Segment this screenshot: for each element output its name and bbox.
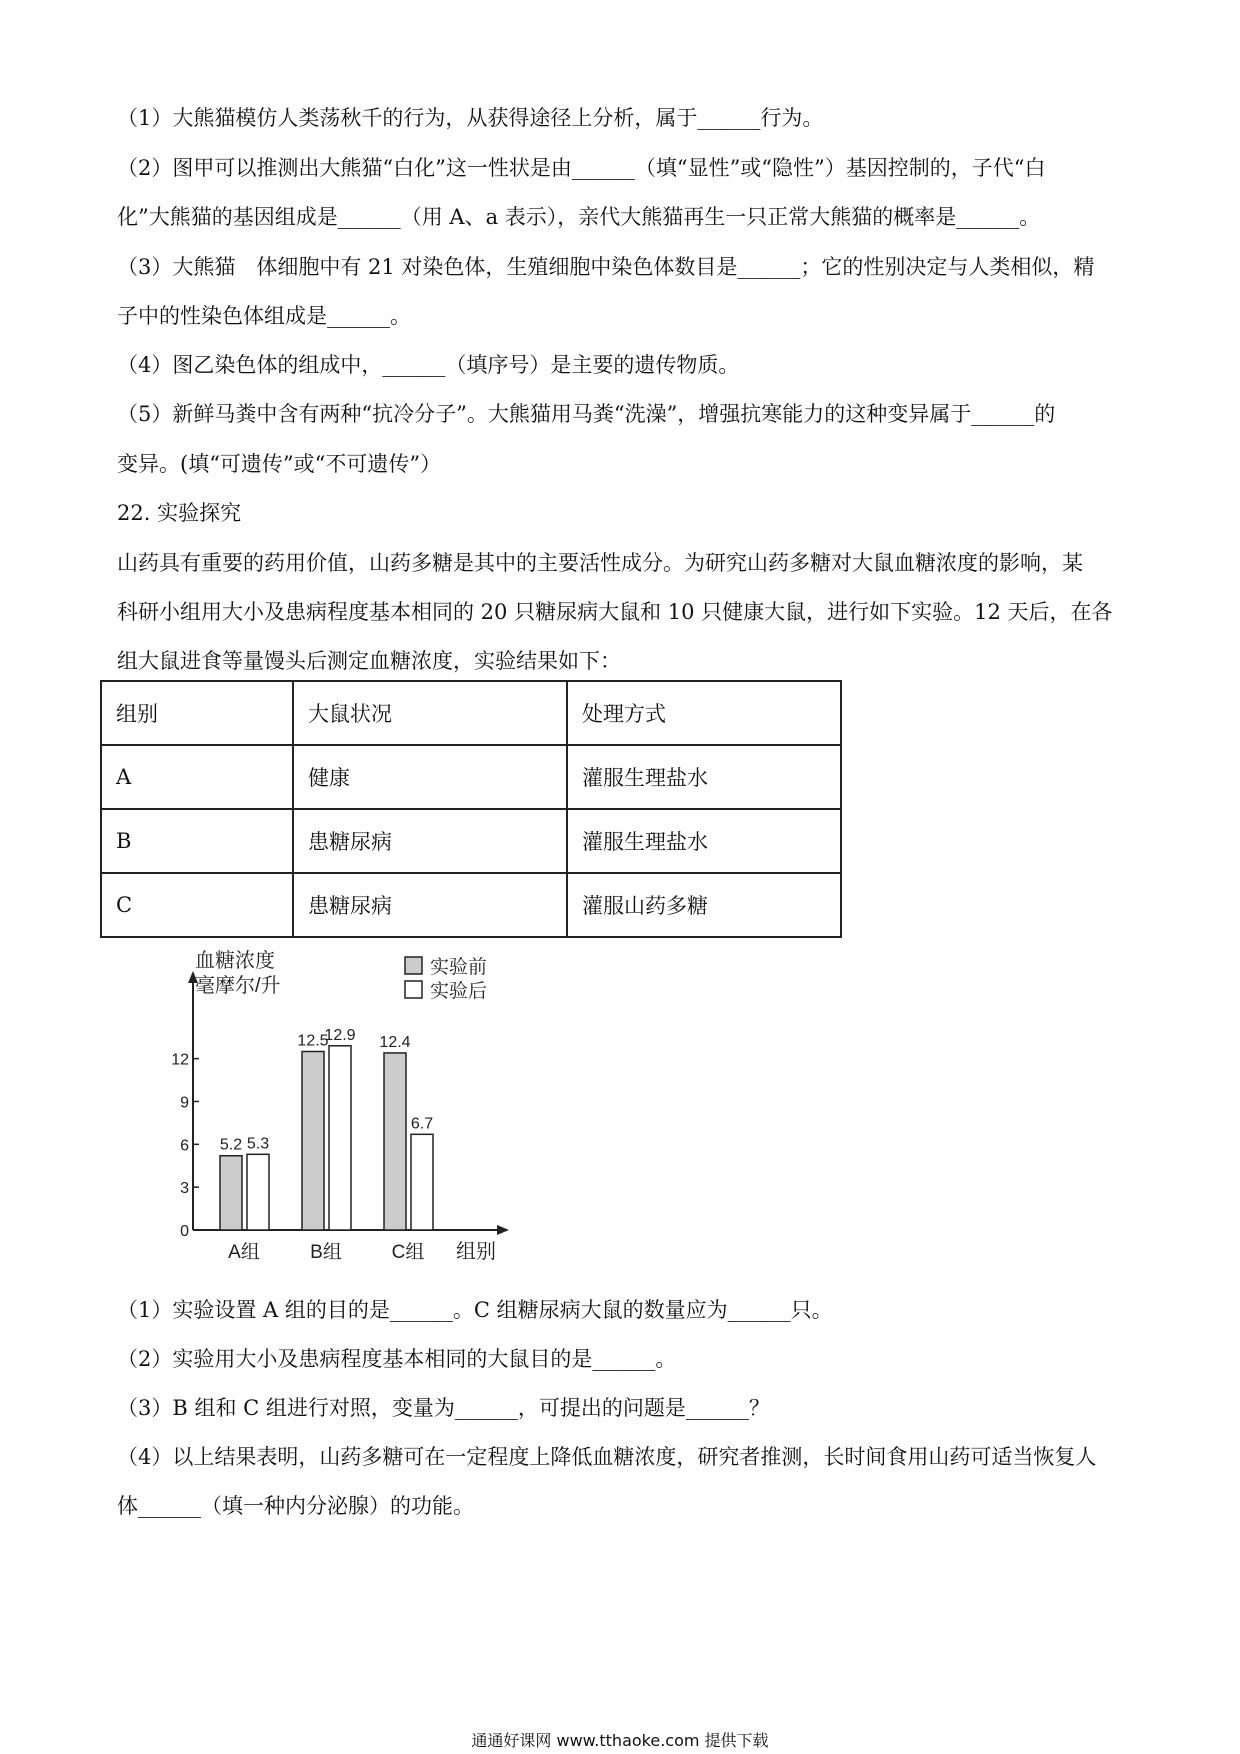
table-row [101,745,841,809]
legend-label: 实验前 [430,957,488,978]
table-cell: 灌服山药多糖 [567,873,841,937]
table-header-cell: 处理方式 [567,681,841,745]
table-cell: B [101,809,293,873]
bar-B组-实验后 [329,1046,351,1230]
bar-C组-实验前 [384,1053,406,1230]
q22-question-3: （3）B 组和 C 组进行对照，变量为______，可提出的问题是______？ [117,1396,770,1420]
table-cell: A [101,745,293,809]
q22-question-1: （1）实验设置 A 组的目的是______。C 组糖尿病大鼠的数量应为______只。 [117,1298,833,1322]
y-tick-label: 6 [180,1137,189,1155]
table-row [101,873,841,937]
bar-C组-实验后 [411,1134,433,1230]
bar-value-label: 12.5 [297,1032,329,1050]
q21-part-2-cont: 化”大熊猫的基因组成是______（用 A、a 表示），亲代大熊猫再生一只正常大熊猫的概率是______。 [117,205,1041,229]
q21-part-2: （2）图甲可以推测出大熊猫“白化”这一性状是由______（填“显性”或“隐性”）基因控制的，子代“白 [117,156,1046,180]
table-header-cell: 组别 [101,681,293,745]
x-axis-arrow [497,1225,509,1235]
q22-question-2: （2）实验用大小及患病程度基本相同的大鼠目的是______。 [117,1347,677,1371]
legend-swatch [405,981,422,998]
q21-part-5: （5）新鲜马粪中含有两种“抗冷分子”。大熊猫用马粪“洗澡”，增强抗寒能力的这种变异属于______的 [117,402,1056,426]
y-axis-label: 血糖浓度 [195,950,275,972]
bar-value-label: 12.9 [324,1026,356,1044]
table-cell: 健康 [293,745,567,809]
table-cell: 患糖尿病 [293,873,567,937]
y-tick-label: 9 [180,1094,189,1112]
q21-part-4: （4）图乙染色体的组成中，______（填序号）是主要的遗传物质。 [117,353,740,377]
q22-intro-2: 科研小组用大小及患病程度基本相同的 20 只糖尿病大鼠和 10 只健康大鼠，进行如下实验。12 天后，在各 [117,600,1113,624]
table-cell: 灌服生理盐水 [567,809,841,873]
q22-intro-3: 组大鼠进食等量馒头后测定血糖浓度，实验结果如下： [117,649,621,673]
bar-value-label: 5.2 [219,1136,243,1154]
q21-part-1: （1）大熊猫模仿人类荡秋千的行为，从获得途径上分析，属于______行为。 [117,106,824,130]
table-header-row [101,681,841,745]
y-tick-label: 12 [171,1051,189,1069]
q21-part-5-cont: 变异。(填“可遗传”或“不可遗传”） [117,452,442,476]
q22-heading: 22. 实验探究 [117,501,242,525]
q21-part-3-cont: 子中的性染色体组成是______。 [117,304,411,328]
chart-legend [405,956,487,1002]
bar-B组-实验前 [302,1052,324,1231]
bar-A组-实验后 [247,1154,269,1230]
footer-watermark: 通通好课网 www.tthaoke.com 提供下载 [471,1731,769,1750]
y-axis-unit: 毫摩尔/升 [195,975,281,997]
legend-swatch [405,957,422,974]
bar-value-label: 5.3 [246,1135,270,1153]
bar-A组-实验前 [220,1156,242,1230]
bar-value-label: 6.7 [410,1115,434,1133]
y-tick-label: 0 [180,1223,189,1240]
table-row [101,809,841,873]
q22-intro-1: 山药具有重要的药用价值，山药多糖是其中的主要活性成分。为研究山药多糖对大鼠血糖浓度的影响，某 [117,551,1083,575]
table-cell: C [101,873,293,937]
q21-part-3: （3）大熊猫 体细胞中有 21 对染色体，生殖细胞中染色体数目是______；它的性别决定与人类相似，精 [117,255,1095,279]
table-cell: 患糖尿病 [293,809,567,873]
table-cell: 灌服生理盐水 [567,745,841,809]
experiment-table [100,680,842,938]
x-tick-label: A组 [228,1242,260,1263]
table-header-cell: 大鼠状况 [293,681,567,745]
x-axis-label: 组别 [456,1241,496,1263]
legend-label: 实验后 [430,981,488,1002]
bar-value-label: 12.4 [379,1033,411,1051]
q22-question-4-cont: 体______（填一种内分泌腺）的功能。 [117,1494,474,1518]
x-tick-label: B组 [310,1242,342,1263]
y-tick-label: 3 [180,1180,189,1198]
x-tick-label: C组 [391,1242,425,1263]
blood-sugar-chart [150,945,570,1265]
q22-question-4: （4）以上结果表明，山药多糖可在一定程度上降低血糖浓度，研究者推测，长时间食用山药可适当恢复人 [117,1445,1097,1469]
